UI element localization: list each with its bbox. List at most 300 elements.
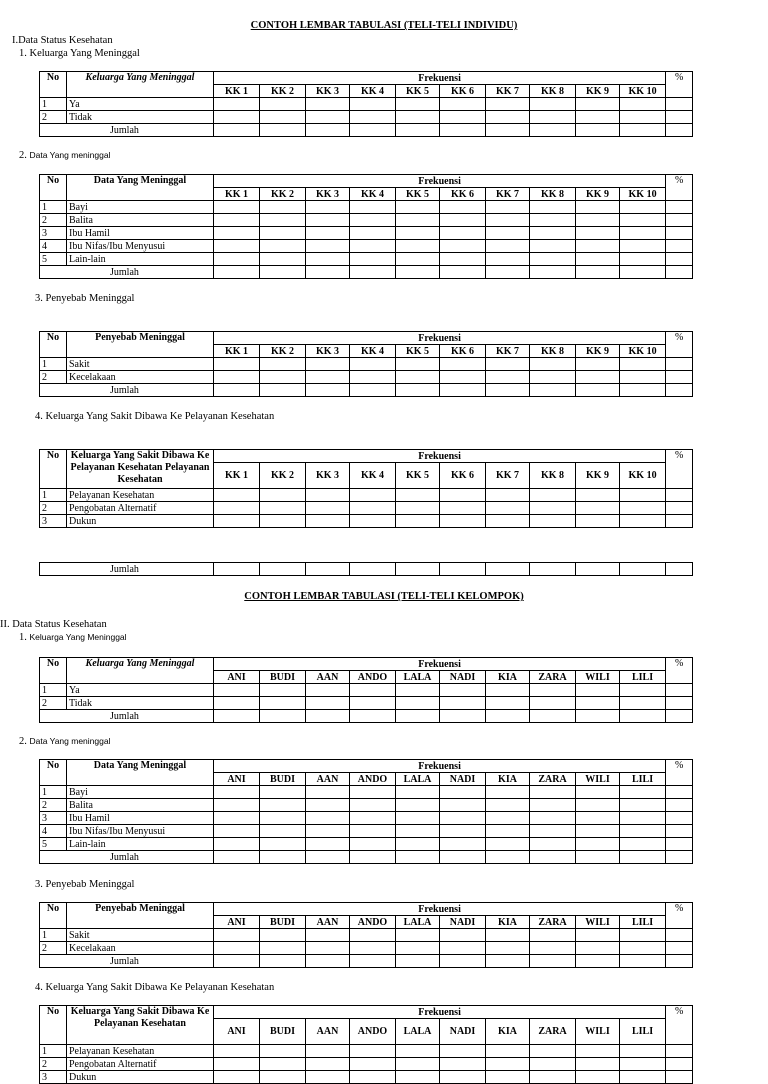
tally-cell[interactable] xyxy=(576,502,620,515)
tally-cell[interactable] xyxy=(620,1045,666,1058)
tally-cell[interactable] xyxy=(486,214,530,227)
tally-cell[interactable] xyxy=(666,838,693,851)
tally-cell[interactable] xyxy=(396,825,440,838)
tally-cell[interactable] xyxy=(306,825,350,838)
tally-cell[interactable] xyxy=(350,253,396,266)
tally-cell[interactable] xyxy=(486,563,530,576)
tally-cell[interactable] xyxy=(576,201,620,214)
tally-cell[interactable] xyxy=(576,929,620,942)
tally-cell[interactable] xyxy=(576,214,620,227)
tally-cell[interactable] xyxy=(486,929,530,942)
tally-cell[interactable] xyxy=(440,384,486,397)
tally-cell[interactable] xyxy=(666,201,693,214)
tally-cell[interactable] xyxy=(666,1071,693,1084)
tally-cell[interactable] xyxy=(214,214,260,227)
tally-cell[interactable] xyxy=(620,371,666,384)
tally-cell[interactable] xyxy=(260,697,306,710)
tally-cell[interactable] xyxy=(350,710,396,723)
tally-cell[interactable] xyxy=(576,697,620,710)
tally-cell[interactable] xyxy=(486,98,530,111)
tally-cell[interactable] xyxy=(306,240,350,253)
tally-cell[interactable] xyxy=(440,1045,486,1058)
tally-cell[interactable] xyxy=(486,358,530,371)
tally-cell[interactable] xyxy=(666,98,693,111)
tally-cell[interactable] xyxy=(306,384,350,397)
tally-cell[interactable] xyxy=(576,384,620,397)
tally-cell[interactable] xyxy=(530,124,576,137)
tally-cell[interactable] xyxy=(486,825,530,838)
tally-cell[interactable] xyxy=(396,1058,440,1071)
tally-cell[interactable] xyxy=(214,266,260,279)
tally-cell[interactable] xyxy=(396,697,440,710)
tally-cell[interactable] xyxy=(260,563,306,576)
tally-cell[interactable] xyxy=(260,214,306,227)
tally-cell[interactable] xyxy=(306,710,350,723)
tally-cell[interactable] xyxy=(486,384,530,397)
tally-cell[interactable] xyxy=(440,124,486,137)
tally-cell[interactable] xyxy=(576,358,620,371)
tally-cell[interactable] xyxy=(306,266,350,279)
tally-cell[interactable] xyxy=(260,955,306,968)
tally-cell[interactable] xyxy=(576,786,620,799)
tally-cell[interactable] xyxy=(214,851,260,864)
tally-cell[interactable] xyxy=(260,227,306,240)
tally-cell[interactable] xyxy=(214,111,260,124)
tally-cell[interactable] xyxy=(260,384,306,397)
tally-cell[interactable] xyxy=(486,502,530,515)
tally-cell[interactable] xyxy=(350,955,396,968)
tally-cell[interactable] xyxy=(620,825,666,838)
tally-cell[interactable] xyxy=(440,684,486,697)
tally-cell[interactable] xyxy=(350,942,396,955)
tally-cell[interactable] xyxy=(576,1058,620,1071)
tally-cell[interactable] xyxy=(396,799,440,812)
tally-cell[interactable] xyxy=(666,371,693,384)
tally-cell[interactable] xyxy=(396,358,440,371)
tally-cell[interactable] xyxy=(576,812,620,825)
tally-cell[interactable] xyxy=(214,955,260,968)
tally-cell[interactable] xyxy=(486,489,530,502)
tally-cell[interactable] xyxy=(440,253,486,266)
tally-cell[interactable] xyxy=(486,838,530,851)
tally-cell[interactable] xyxy=(396,563,440,576)
tally-cell[interactable] xyxy=(530,929,576,942)
tally-cell[interactable] xyxy=(396,111,440,124)
tally-cell[interactable] xyxy=(666,563,693,576)
tally-cell[interactable] xyxy=(214,697,260,710)
tally-cell[interactable] xyxy=(306,201,350,214)
tally-cell[interactable] xyxy=(306,214,350,227)
tally-cell[interactable] xyxy=(214,227,260,240)
tally-cell[interactable] xyxy=(396,227,440,240)
tally-cell[interactable] xyxy=(666,812,693,825)
tally-cell[interactable] xyxy=(440,371,486,384)
tally-cell[interactable] xyxy=(440,955,486,968)
tally-cell[interactable] xyxy=(486,1071,530,1084)
tally-cell[interactable] xyxy=(350,563,396,576)
tally-cell[interactable] xyxy=(396,929,440,942)
tally-cell[interactable] xyxy=(620,384,666,397)
tally-cell[interactable] xyxy=(306,1045,350,1058)
tally-cell[interactable] xyxy=(260,111,306,124)
tally-cell[interactable] xyxy=(530,201,576,214)
tally-cell[interactable] xyxy=(260,929,306,942)
tally-cell[interactable] xyxy=(396,98,440,111)
tally-cell[interactable] xyxy=(620,1058,666,1071)
tally-cell[interactable] xyxy=(440,201,486,214)
tally-cell[interactable] xyxy=(486,812,530,825)
tally-cell[interactable] xyxy=(440,563,486,576)
tally-cell[interactable] xyxy=(576,851,620,864)
tally-cell[interactable] xyxy=(486,1045,530,1058)
tally-cell[interactable] xyxy=(350,825,396,838)
tally-cell[interactable] xyxy=(486,697,530,710)
tally-cell[interactable] xyxy=(260,1058,306,1071)
tally-cell[interactable] xyxy=(306,812,350,825)
tally-cell[interactable] xyxy=(214,384,260,397)
tally-cell[interactable] xyxy=(620,955,666,968)
tally-cell[interactable] xyxy=(576,253,620,266)
tally-cell[interactable] xyxy=(530,851,576,864)
tally-cell[interactable] xyxy=(530,214,576,227)
tally-cell[interactable] xyxy=(396,515,440,528)
tally-cell[interactable] xyxy=(530,371,576,384)
tally-cell[interactable] xyxy=(530,384,576,397)
tally-cell[interactable] xyxy=(666,697,693,710)
tally-cell[interactable] xyxy=(260,942,306,955)
tally-cell[interactable] xyxy=(260,358,306,371)
tally-cell[interactable] xyxy=(396,684,440,697)
tally-cell[interactable] xyxy=(214,812,260,825)
tally-cell[interactable] xyxy=(576,98,620,111)
tally-cell[interactable] xyxy=(260,240,306,253)
tally-cell[interactable] xyxy=(440,929,486,942)
tally-cell[interactable] xyxy=(576,227,620,240)
tally-cell[interactable] xyxy=(530,1045,576,1058)
tally-cell[interactable] xyxy=(576,1045,620,1058)
tally-cell[interactable] xyxy=(486,253,530,266)
tally-cell[interactable] xyxy=(260,1071,306,1084)
tally-cell[interactable] xyxy=(350,98,396,111)
tally-cell[interactable] xyxy=(440,358,486,371)
tally-cell[interactable] xyxy=(350,697,396,710)
tally-cell[interactable] xyxy=(576,489,620,502)
tally-cell[interactable] xyxy=(666,384,693,397)
tally-cell[interactable] xyxy=(440,214,486,227)
tally-cell[interactable] xyxy=(260,786,306,799)
tally-cell[interactable] xyxy=(396,955,440,968)
tally-cell[interactable] xyxy=(350,1058,396,1071)
tally-cell[interactable] xyxy=(440,489,486,502)
tally-cell[interactable] xyxy=(440,838,486,851)
tally-cell[interactable] xyxy=(350,358,396,371)
tally-cell[interactable] xyxy=(440,697,486,710)
tally-cell[interactable] xyxy=(620,201,666,214)
tally-cell[interactable] xyxy=(214,515,260,528)
tally-cell[interactable] xyxy=(620,697,666,710)
tally-cell[interactable] xyxy=(486,684,530,697)
tally-cell[interactable] xyxy=(260,201,306,214)
tally-cell[interactable] xyxy=(666,253,693,266)
tally-cell[interactable] xyxy=(620,515,666,528)
tally-cell[interactable] xyxy=(306,253,350,266)
tally-cell[interactable] xyxy=(620,786,666,799)
tally-cell[interactable] xyxy=(260,825,306,838)
tally-cell[interactable] xyxy=(260,489,306,502)
tally-cell[interactable] xyxy=(666,111,693,124)
tally-cell[interactable] xyxy=(530,812,576,825)
tally-cell[interactable] xyxy=(576,942,620,955)
tally-cell[interactable] xyxy=(350,684,396,697)
tally-cell[interactable] xyxy=(620,358,666,371)
tally-cell[interactable] xyxy=(666,799,693,812)
tally-cell[interactable] xyxy=(666,825,693,838)
tally-cell[interactable] xyxy=(530,563,576,576)
tally-cell[interactable] xyxy=(214,929,260,942)
tally-cell[interactable] xyxy=(666,1045,693,1058)
tally-cell[interactable] xyxy=(576,563,620,576)
tally-cell[interactable] xyxy=(576,825,620,838)
tally-cell[interactable] xyxy=(486,124,530,137)
tally-cell[interactable] xyxy=(214,563,260,576)
tally-cell[interactable] xyxy=(214,124,260,137)
tally-cell[interactable] xyxy=(530,1058,576,1071)
tally-cell[interactable] xyxy=(576,240,620,253)
tally-cell[interactable] xyxy=(350,384,396,397)
tally-cell[interactable] xyxy=(666,502,693,515)
tally-cell[interactable] xyxy=(486,710,530,723)
tally-cell[interactable] xyxy=(666,851,693,864)
tally-cell[interactable] xyxy=(530,227,576,240)
tally-cell[interactable] xyxy=(620,214,666,227)
tally-cell[interactable] xyxy=(576,515,620,528)
tally-cell[interactable] xyxy=(396,710,440,723)
tally-cell[interactable] xyxy=(440,851,486,864)
tally-cell[interactable] xyxy=(350,124,396,137)
tally-cell[interactable] xyxy=(396,502,440,515)
tally-cell[interactable] xyxy=(260,1045,306,1058)
tally-cell[interactable] xyxy=(214,942,260,955)
tally-cell[interactable] xyxy=(260,799,306,812)
tally-cell[interactable] xyxy=(306,955,350,968)
tally-cell[interactable] xyxy=(306,227,350,240)
tally-cell[interactable] xyxy=(530,266,576,279)
tally-cell[interactable] xyxy=(530,838,576,851)
tally-cell[interactable] xyxy=(260,253,306,266)
tally-cell[interactable] xyxy=(620,227,666,240)
tally-cell[interactable] xyxy=(440,1071,486,1084)
tally-cell[interactable] xyxy=(530,240,576,253)
tally-cell[interactable] xyxy=(214,371,260,384)
tally-cell[interactable] xyxy=(306,929,350,942)
tally-cell[interactable] xyxy=(396,124,440,137)
tally-cell[interactable] xyxy=(306,111,350,124)
tally-cell[interactable] xyxy=(620,124,666,137)
tally-cell[interactable] xyxy=(486,371,530,384)
tally-cell[interactable] xyxy=(620,942,666,955)
tally-cell[interactable] xyxy=(306,697,350,710)
tally-cell[interactable] xyxy=(214,489,260,502)
tally-cell[interactable] xyxy=(530,955,576,968)
tally-cell[interactable] xyxy=(214,253,260,266)
tally-cell[interactable] xyxy=(486,240,530,253)
tally-cell[interactable] xyxy=(440,710,486,723)
tally-cell[interactable] xyxy=(530,98,576,111)
tally-cell[interactable] xyxy=(666,124,693,137)
tally-cell[interactable] xyxy=(306,489,350,502)
tally-cell[interactable] xyxy=(214,825,260,838)
tally-cell[interactable] xyxy=(350,201,396,214)
tally-cell[interactable] xyxy=(530,684,576,697)
tally-cell[interactable] xyxy=(396,201,440,214)
tally-cell[interactable] xyxy=(214,201,260,214)
tally-cell[interactable] xyxy=(306,98,350,111)
tally-cell[interactable] xyxy=(306,124,350,137)
tally-cell[interactable] xyxy=(530,697,576,710)
tally-cell[interactable] xyxy=(576,124,620,137)
tally-cell[interactable] xyxy=(396,489,440,502)
tally-cell[interactable] xyxy=(440,111,486,124)
tally-cell[interactable] xyxy=(440,515,486,528)
tally-cell[interactable] xyxy=(214,799,260,812)
tally-cell[interactable] xyxy=(620,799,666,812)
tally-cell[interactable] xyxy=(350,838,396,851)
tally-cell[interactable] xyxy=(666,786,693,799)
tally-cell[interactable] xyxy=(440,812,486,825)
tally-cell[interactable] xyxy=(306,942,350,955)
tally-cell[interactable] xyxy=(666,942,693,955)
tally-cell[interactable] xyxy=(486,942,530,955)
tally-cell[interactable] xyxy=(306,502,350,515)
tally-cell[interactable] xyxy=(620,929,666,942)
tally-cell[interactable] xyxy=(306,838,350,851)
tally-cell[interactable] xyxy=(666,955,693,968)
tally-cell[interactable] xyxy=(350,929,396,942)
tally-cell[interactable] xyxy=(396,214,440,227)
tally-cell[interactable] xyxy=(214,786,260,799)
tally-cell[interactable] xyxy=(666,227,693,240)
tally-cell[interactable] xyxy=(260,851,306,864)
tally-cell[interactable] xyxy=(350,786,396,799)
tally-cell[interactable] xyxy=(666,515,693,528)
tally-cell[interactable] xyxy=(350,489,396,502)
tally-cell[interactable] xyxy=(260,838,306,851)
tally-cell[interactable] xyxy=(396,253,440,266)
tally-cell[interactable] xyxy=(350,240,396,253)
tally-cell[interactable] xyxy=(620,710,666,723)
tally-cell[interactable] xyxy=(530,799,576,812)
tally-cell[interactable] xyxy=(440,227,486,240)
tally-cell[interactable] xyxy=(396,240,440,253)
tally-cell[interactable] xyxy=(214,1058,260,1071)
tally-cell[interactable] xyxy=(350,227,396,240)
tally-cell[interactable] xyxy=(306,563,350,576)
tally-cell[interactable] xyxy=(530,253,576,266)
tally-cell[interactable] xyxy=(530,786,576,799)
tally-cell[interactable] xyxy=(440,502,486,515)
tally-cell[interactable] xyxy=(620,838,666,851)
tally-cell[interactable] xyxy=(260,124,306,137)
tally-cell[interactable] xyxy=(350,515,396,528)
tally-cell[interactable] xyxy=(306,851,350,864)
tally-cell[interactable] xyxy=(530,111,576,124)
tally-cell[interactable] xyxy=(666,489,693,502)
tally-cell[interactable] xyxy=(306,1071,350,1084)
tally-cell[interactable] xyxy=(620,266,666,279)
tally-cell[interactable] xyxy=(350,799,396,812)
tally-cell[interactable] xyxy=(486,786,530,799)
tally-cell[interactable] xyxy=(260,710,306,723)
tally-cell[interactable] xyxy=(486,955,530,968)
tally-cell[interactable] xyxy=(666,710,693,723)
tally-cell[interactable] xyxy=(486,201,530,214)
tally-cell[interactable] xyxy=(440,1058,486,1071)
tally-cell[interactable] xyxy=(260,684,306,697)
tally-cell[interactable] xyxy=(306,786,350,799)
tally-cell[interactable] xyxy=(260,502,306,515)
tally-cell[interactable] xyxy=(260,98,306,111)
tally-cell[interactable] xyxy=(214,358,260,371)
tally-cell[interactable] xyxy=(306,1058,350,1071)
tally-cell[interactable] xyxy=(666,266,693,279)
tally-cell[interactable] xyxy=(350,851,396,864)
tally-cell[interactable] xyxy=(350,214,396,227)
tally-cell[interactable] xyxy=(530,825,576,838)
tally-cell[interactable] xyxy=(214,98,260,111)
tally-cell[interactable] xyxy=(576,111,620,124)
tally-cell[interactable] xyxy=(306,684,350,697)
tally-cell[interactable] xyxy=(214,710,260,723)
tally-cell[interactable] xyxy=(214,1045,260,1058)
tally-cell[interactable] xyxy=(666,240,693,253)
tally-cell[interactable] xyxy=(576,955,620,968)
tally-cell[interactable] xyxy=(396,942,440,955)
tally-cell[interactable] xyxy=(396,1045,440,1058)
tally-cell[interactable] xyxy=(396,371,440,384)
tally-cell[interactable] xyxy=(260,371,306,384)
tally-cell[interactable] xyxy=(396,1071,440,1084)
tally-cell[interactable] xyxy=(530,489,576,502)
tally-cell[interactable] xyxy=(214,1071,260,1084)
tally-cell[interactable] xyxy=(260,266,306,279)
tally-cell[interactable] xyxy=(576,266,620,279)
tally-cell[interactable] xyxy=(396,384,440,397)
tally-cell[interactable] xyxy=(620,812,666,825)
tally-cell[interactable] xyxy=(486,799,530,812)
tally-cell[interactable] xyxy=(576,710,620,723)
tally-cell[interactable] xyxy=(486,111,530,124)
tally-cell[interactable] xyxy=(440,266,486,279)
tally-cell[interactable] xyxy=(214,838,260,851)
tally-cell[interactable] xyxy=(666,1058,693,1071)
tally-cell[interactable] xyxy=(620,1071,666,1084)
tally-cell[interactable] xyxy=(396,812,440,825)
tally-cell[interactable] xyxy=(530,942,576,955)
tally-cell[interactable] xyxy=(396,838,440,851)
tally-cell[interactable] xyxy=(440,786,486,799)
tally-cell[interactable] xyxy=(666,358,693,371)
tally-cell[interactable] xyxy=(576,799,620,812)
tally-cell[interactable] xyxy=(306,799,350,812)
tally-cell[interactable] xyxy=(530,515,576,528)
tally-cell[interactable] xyxy=(440,240,486,253)
tally-cell[interactable] xyxy=(530,710,576,723)
tally-cell[interactable] xyxy=(350,1045,396,1058)
tally-cell[interactable] xyxy=(350,1071,396,1084)
tally-cell[interactable] xyxy=(620,489,666,502)
tally-cell[interactable] xyxy=(486,1058,530,1071)
tally-cell[interactable] xyxy=(620,502,666,515)
